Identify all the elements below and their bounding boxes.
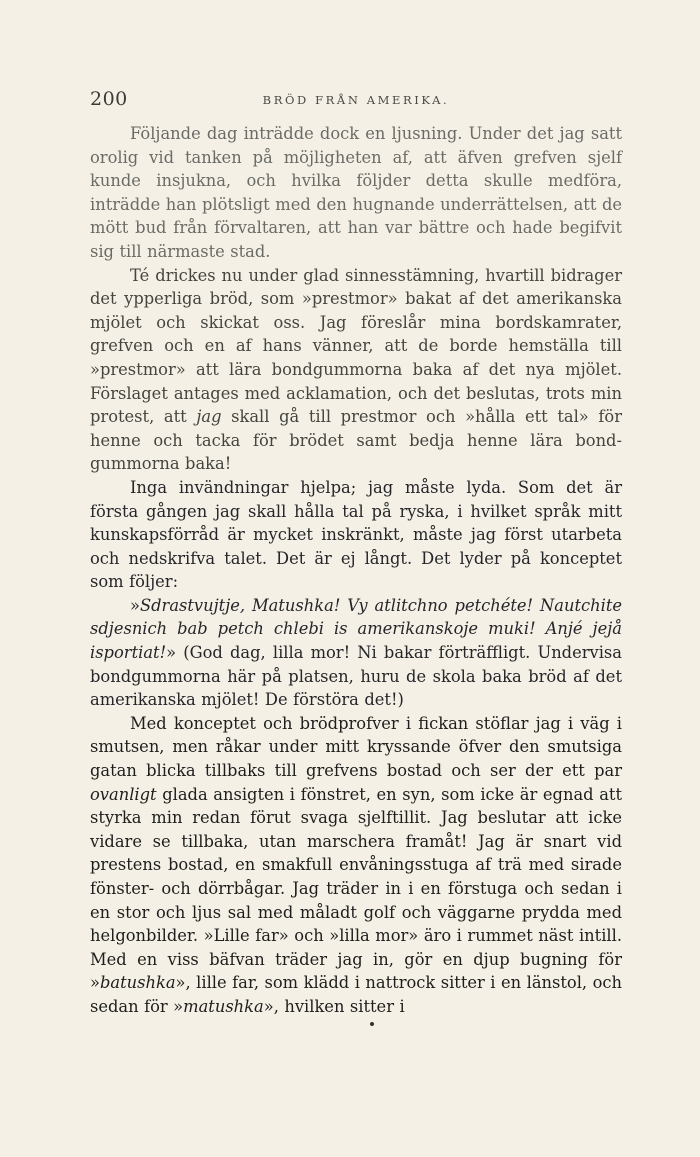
italic-text: Sdrastvujtje, Matushka! Vy atlitchno petchéte! Nautchite sdjesnich bab petch chlebi is amerikanskoje muki! Anjé jejå isportiat! <box>90 595 622 663</box>
paragraph <box>90 712 622 1019</box>
italic-text: matushka <box>183 996 264 1016</box>
text-run: skall gå till prestmor och »hålla ett tal» för henne och tacka för brödet samt bedja henne lära bondgummorna baka! <box>90 407 622 474</box>
page-header <box>90 88 622 114</box>
text-run: », hvilken sitter i <box>263 996 405 1016</box>
running-head: BRÖD FRÅN AMERIKA. <box>262 93 450 107</box>
text-run: Inga invändningar hjelpa; jag måste lyda. Som det är första gången jag skall hålla tal på ryska, i hvilket språk mitt kunskapsförråd är mycket inskränkt, måste jag först utarbeta och nedskrifva talet. Det är ej långt. Det lyder på konceptet som följer: <box>90 477 622 592</box>
text-run: Följande dag inträdde dock en ljusning. Under det jag satt orolig vid tanken på möjligheten af, att äfven grefven sjelf kunde insjukna, och hvilka följder detta skulle medföra, inträdde han plötsligt med den hugnande underrättelsen, att de mött bud från förvaltaren, att han var bättre och hade begifvit sig till närmaste stad. <box>90 124 622 261</box>
paragraph <box>90 122 622 264</box>
text-run: » <box>130 595 140 615</box>
paragraph <box>90 594 622 712</box>
page-number: 200 <box>90 88 128 110</box>
body-text <box>90 122 622 1019</box>
paragraph <box>90 264 622 476</box>
italic-text: jag <box>196 407 222 427</box>
text-run: Té drickes nu under glad sinnesstämning, hvartill bidrager det ypperliga bröd, som »prestmor» bakat af det amerikanska mjölet och skickat oss. Jag föreslår mina bordskamrater, grefven och en af hans vänner, att de borde hemställa till »prestmor» att lära bondgummorna baka af det nya mjölet. Förslaget antages med acklamation, och det beslutas, trots min protest, att <box>90 265 622 427</box>
paragraph <box>90 476 622 594</box>
text-run: », lille far, som klädd i nattrock sitter i en länstol, och sedan för » <box>90 973 622 1016</box>
text-run: » (God dag, lilla mor! Ni bakar förträffligt. Undervisa bondgummorna här på platsen, huru de skola baka bröd af det amerikanska mjölet! De förstöra det!) <box>90 643 622 710</box>
text-run: glada ansigten i fönstret, en syn, som icke är egnad att styrka min redan förut svaga sjelftillit. Jag beslutar att icke vidare se tillbaka, utan marschera framåt! Jag är snart vid prestens bostad, en smakfull envåningsstuga af trä med sirade fönster- och dörrbågar. Jag träder in i en förstuga och sedan i en stor och ljus sal med måladt golf och väggarne prydda med helgonbilder. »Lille far» och »lilla mor» äro i rummet näst intill. Med en viss bäfvan träder jag in, gör en djup bugning för » <box>90 784 622 993</box>
italic-text: ovanligt <box>90 784 157 804</box>
ink-dot-mark <box>370 1022 374 1026</box>
italic-text: batushka <box>99 973 176 993</box>
text-run: Med konceptet och brödprofver i fickan stöflar jag i väg i smutsen, men råkar under mitt kryssande öfver den smutsiga gatan blicka tillbaks till grefvens bostad och ser der ett par <box>90 713 622 781</box>
